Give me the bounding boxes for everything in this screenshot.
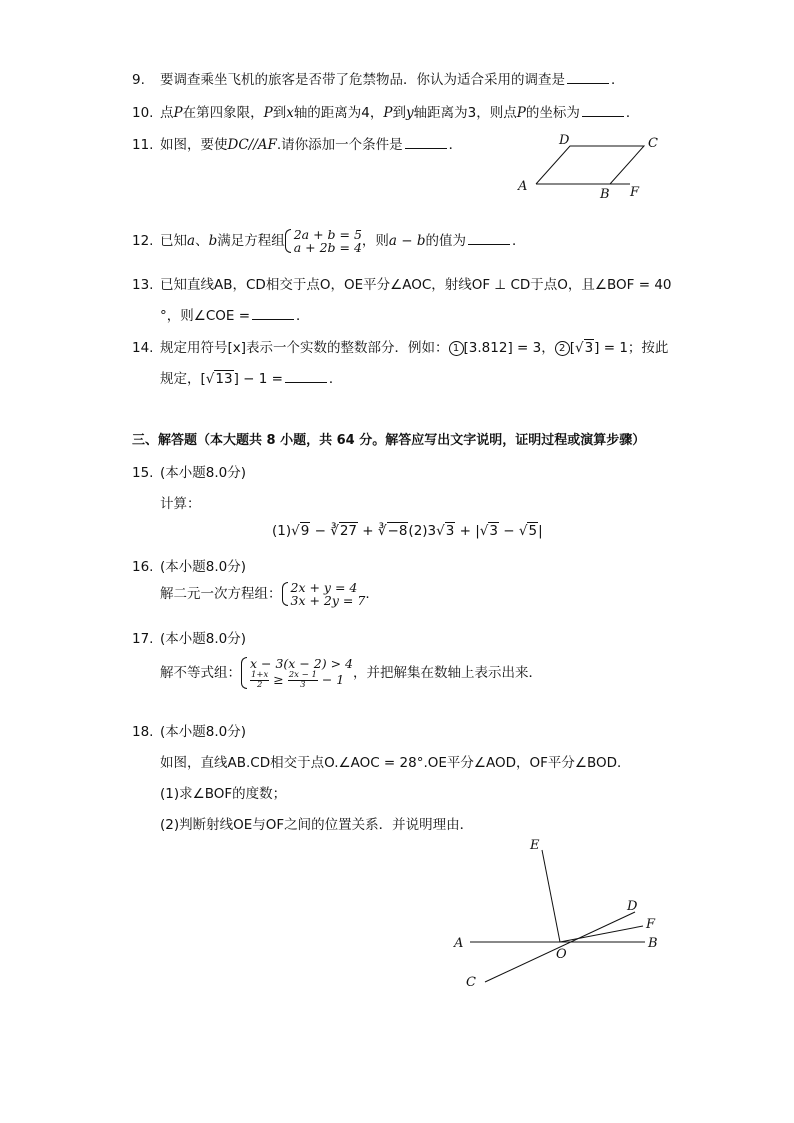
label-f: F [646,917,656,932]
question-text: °，则∠COE = [160,308,251,324]
question-number: 18. [132,724,154,740]
parallelogram-figure [510,128,670,204]
math-var: P [173,105,183,121]
answer-blank[interactable] [405,147,447,149]
example: ] = 1；按此 [594,340,669,356]
ray-of [560,926,643,942]
equation-system [282,581,366,607]
text: 的坐标为 [525,105,580,121]
question-number: 9. [132,72,145,88]
punctuation: ． [328,371,343,387]
score-label: (本小题8.0分) [160,465,247,481]
formula: + ∛ [358,523,387,539]
denominator: 3 [300,680,306,690]
circled-number: 1 [449,341,464,356]
question-number: 14. [132,340,154,356]
punctuation: ． [512,233,526,249]
question-11 [132,133,462,153]
text: ，则 [361,233,389,249]
question-number: 16. [132,559,154,575]
text: 到 [272,105,287,121]
example: [3.812] = 3， [463,340,555,356]
question-text: 解不等式组： [160,665,241,681]
label-b: B [600,187,610,202]
label-e: E [530,838,540,853]
math-expr: DC//AF [227,137,277,153]
operator: − 1 [317,672,345,687]
question-text: 规定用符号[x]表示一个实数的整数部分．例如： [160,340,449,356]
question-number: 12. [132,233,154,249]
equation-1: 2a + b = 5 [293,227,362,242]
figure-lines [536,146,644,184]
punctuation: ． [611,72,625,88]
question-10 [132,101,639,121]
text: 如图，要使 [160,137,228,153]
score-label: (本小题8.0分) [160,631,247,647]
text: .请你添加一个条件是 [276,137,403,153]
question-17-header [132,627,246,647]
math-var: b [208,233,218,249]
label-a: A [454,936,464,951]
section-heading: 三、解答题（本大题共 8 小题，共 64 分。解答应写出文字说明，证明过程或演算步骤） [132,433,646,448]
label-c: C [648,136,658,151]
formula: (1)√ [272,523,300,539]
fraction [250,671,269,690]
math-var: a [187,233,196,249]
label-a: A [518,179,528,194]
question-13 [132,273,672,293]
text: 的值为 [425,233,467,249]
answer-blank[interactable] [285,381,327,383]
numerator: 1+x [251,670,269,680]
question-17-body [160,656,542,690]
question-15-formula [272,523,543,539]
inequality-2 [250,671,353,690]
math-var: x [286,105,294,121]
question-12 [132,228,526,254]
formula: − ∛ [310,523,339,539]
label-o: O [556,947,567,962]
question-16-header [132,555,246,575]
text: 、 [195,233,209,249]
question-text: ] − 1 = [233,371,283,387]
answer-blank[interactable] [582,115,624,117]
formula: (2)3√ [408,523,445,539]
radicand: 3 [489,523,498,539]
radicand: 3 [445,523,455,539]
question-number: 13. [132,277,154,293]
equation-2: 3x + 2y = 7 [290,593,366,608]
score-label: (本小题8.0分) [160,559,247,575]
formula: − √ [498,523,528,539]
label-d: D [627,899,638,914]
radicand: −8 [387,523,408,539]
punctuation: ． [448,137,463,153]
denominator: 2 [256,680,263,690]
question-text: ，并把解集在数轴上表示出来． [352,665,542,681]
question-18-part2: (2)判断射线OE与OF之间的位置关系．并说明理由． [160,817,474,833]
label-f: F [630,185,640,200]
question-15-header [132,461,246,481]
question-14 [132,336,668,356]
question-18-part1: (1)求∠BOF的度数； [160,786,287,802]
text: 在第四象限， [182,105,264,121]
math-var: P [383,105,393,121]
label-b: B [648,936,658,951]
math-var: P [516,105,526,121]
radicand: 5 [528,523,538,539]
inequality-system [241,656,353,690]
equation-1: 2x + y = 4 [290,580,358,595]
equation-2: a + 2b = 4 [293,240,362,255]
question-number: 10. [132,105,154,121]
math-var: P [263,105,273,121]
answer-blank[interactable] [567,82,609,84]
text: 已知 [160,233,187,249]
question-15-prompt: 计算： [160,496,201,512]
question-text: 规定，[√ [160,371,215,387]
operator: ≥ [269,672,288,687]
label-c: C [466,975,476,990]
text: 到 [392,105,406,121]
question-13-cont [160,304,310,324]
math-var: y [406,105,414,121]
punctuation: ． [625,105,640,121]
fraction [288,671,318,690]
punctuation: . [365,586,370,602]
question-number: 15. [132,465,154,481]
question-14-cont [160,367,342,387]
formula: + |√ [455,523,489,539]
label-d: D [559,133,570,148]
circled-number: 2 [555,341,570,356]
answer-blank[interactable] [468,243,510,245]
answer-blank[interactable] [252,318,294,320]
score-label: (本小题8.0分) [160,724,247,740]
question-18-header [132,720,246,740]
question-text: 解二元一次方程组： [160,586,282,602]
text: 点 [160,105,174,121]
radicand: 9 [300,523,310,539]
text: 轴的距离为4， [293,105,384,121]
question-number: 17. [132,631,154,647]
text: 满足方程组 [217,233,285,249]
radicand: 3 [584,340,594,356]
radicand: 27 [339,523,358,539]
example: [√ [569,340,584,356]
question-text: 已知直线AB，CD相交于点O，OE平分∠AOC，射线OF ⊥ CD于点O，且∠BOF = 40 [160,277,672,293]
question-text: 要调查乘坐飞机的旅客是否带了危禁物品．你认为适合采用的调查是 [160,72,565,88]
equation-system [285,228,362,254]
text: 轴距离为3，则点 [413,105,517,121]
formula: | [538,523,543,539]
question-18-text: 如图，直线AB.CD相交于点O.∠AOC = 28°.OE平分∠AOD，OF平分∠BOD． [160,755,631,771]
ray-oe [542,850,560,942]
math-expr: a − b [388,233,426,249]
radicand: 13 [215,371,233,387]
angle-figure [440,832,680,1002]
inequality-1: x − 3(x − 2) > 4 [250,656,353,671]
numerator: 2x − 1 [288,670,317,680]
question-9 [132,68,625,88]
punctuation: ． [296,308,310,324]
question-16-body [160,581,370,607]
question-number: 11. [132,137,154,153]
